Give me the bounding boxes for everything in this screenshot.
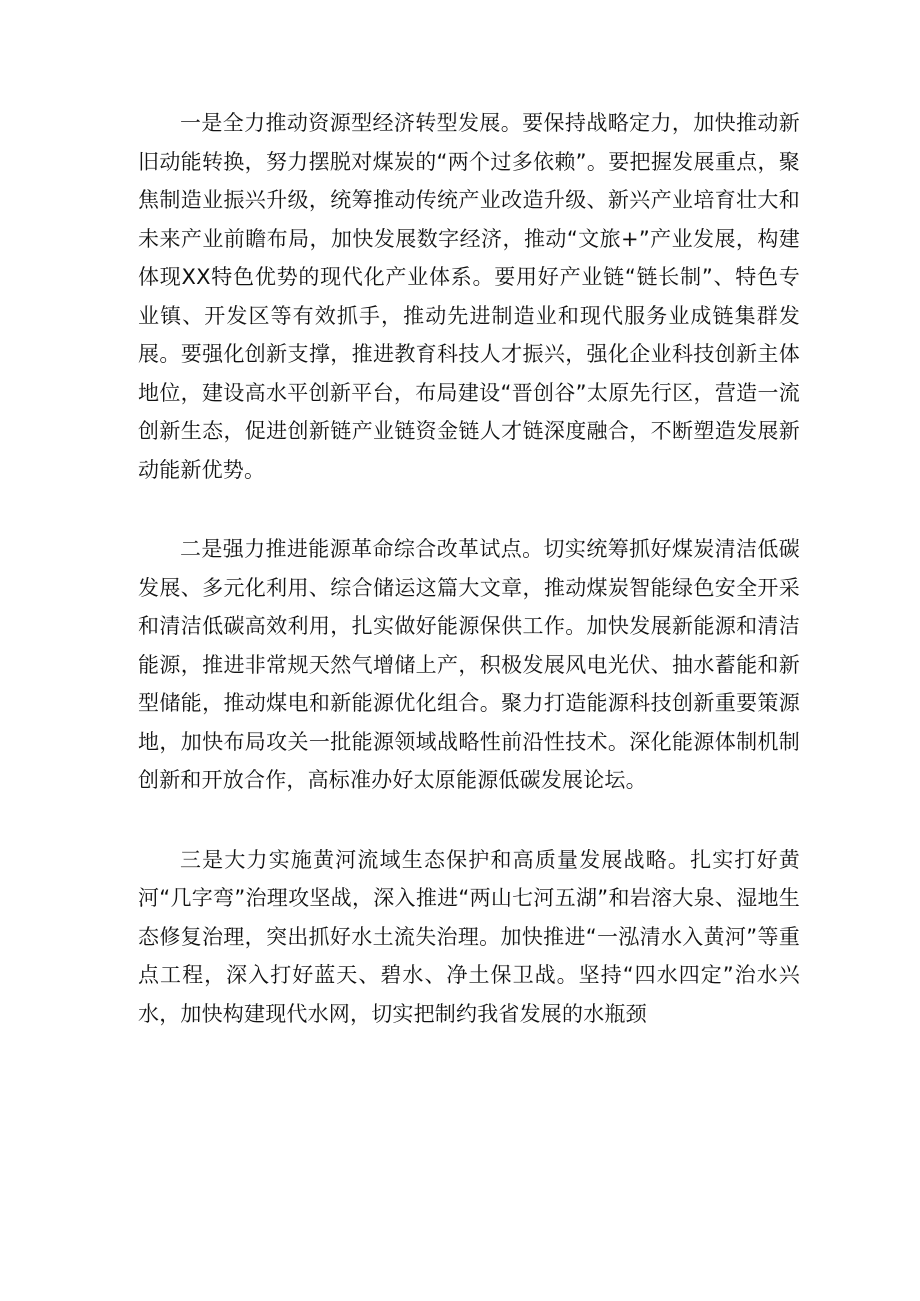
document-body bbox=[138, 104, 800, 1033]
paragraph-yellow-river-ecology: 三是大力实施黄河流域生态保护和高质量发展战略。扎实打好黄河“几字弯”治理攻坚战，深入推进“两山七河五湖”和岩溶大泉、湿地生态修复治理，突出抓好水土流失治理。加快推进“一泓清水入黄河”等重点工程，深入打好蓝天、碧水、净土保卫战。坚持“四水四定”治水兴水，加快构建现代水网，切实把制约我省发展的水瓶颈 bbox=[138, 847, 800, 1026]
paragraph-resource-economy-transformation: 一是全力推动资源型经济转型发展。要保持战略定力，加快推动新旧动能转换，努力摆脱对煤炭的“两个过多依赖”。要把握发展重点，聚焦制造业振兴升级，统筹推动传统产业改造升级、新兴产业培育壮大和未来产业前瞻布局，加快发展数字经济，推动“文旅+”产业发展，构建体现XX特色优势的现代化产业体系。要用好产业链“链长制”、特色专业镇、开发区等有效抓手，推动先进制造业和现代服务业成链集群发展。要强化创新支撑，推进教育科技人才振兴，强化企业科技创新主体地位，建设高水平创新平台，布局建设“晋创谷”太原先行区，营造一流创新生态，促进创新链产业链资金链人才链深度融合，不断塑造发展新动能新优势。 bbox=[138, 111, 800, 482]
paragraph-energy-revolution-reform: 二是强力推进能源革命综合改革试点。切实统筹抓好煤炭清洁低碳发展、多元化利用、综合储运这篇大文章，推动煤炭智能绿色安全开采和清洁低碳高效利用，扎实做好能源保供工作。加快发展新能源和清洁能源，推进非常规天然气增储上产，积极发展风电光伏、抽水蓄能和新型储能，推动煤电和新能源优化组合。聚力打造能源科技创新重要策源地，加快布局攻关一批能源领域战略性前沿性技术。深化能源体制机制创新和开放合作，高标准办好太原能源低碳发展论坛。 bbox=[138, 537, 800, 792]
